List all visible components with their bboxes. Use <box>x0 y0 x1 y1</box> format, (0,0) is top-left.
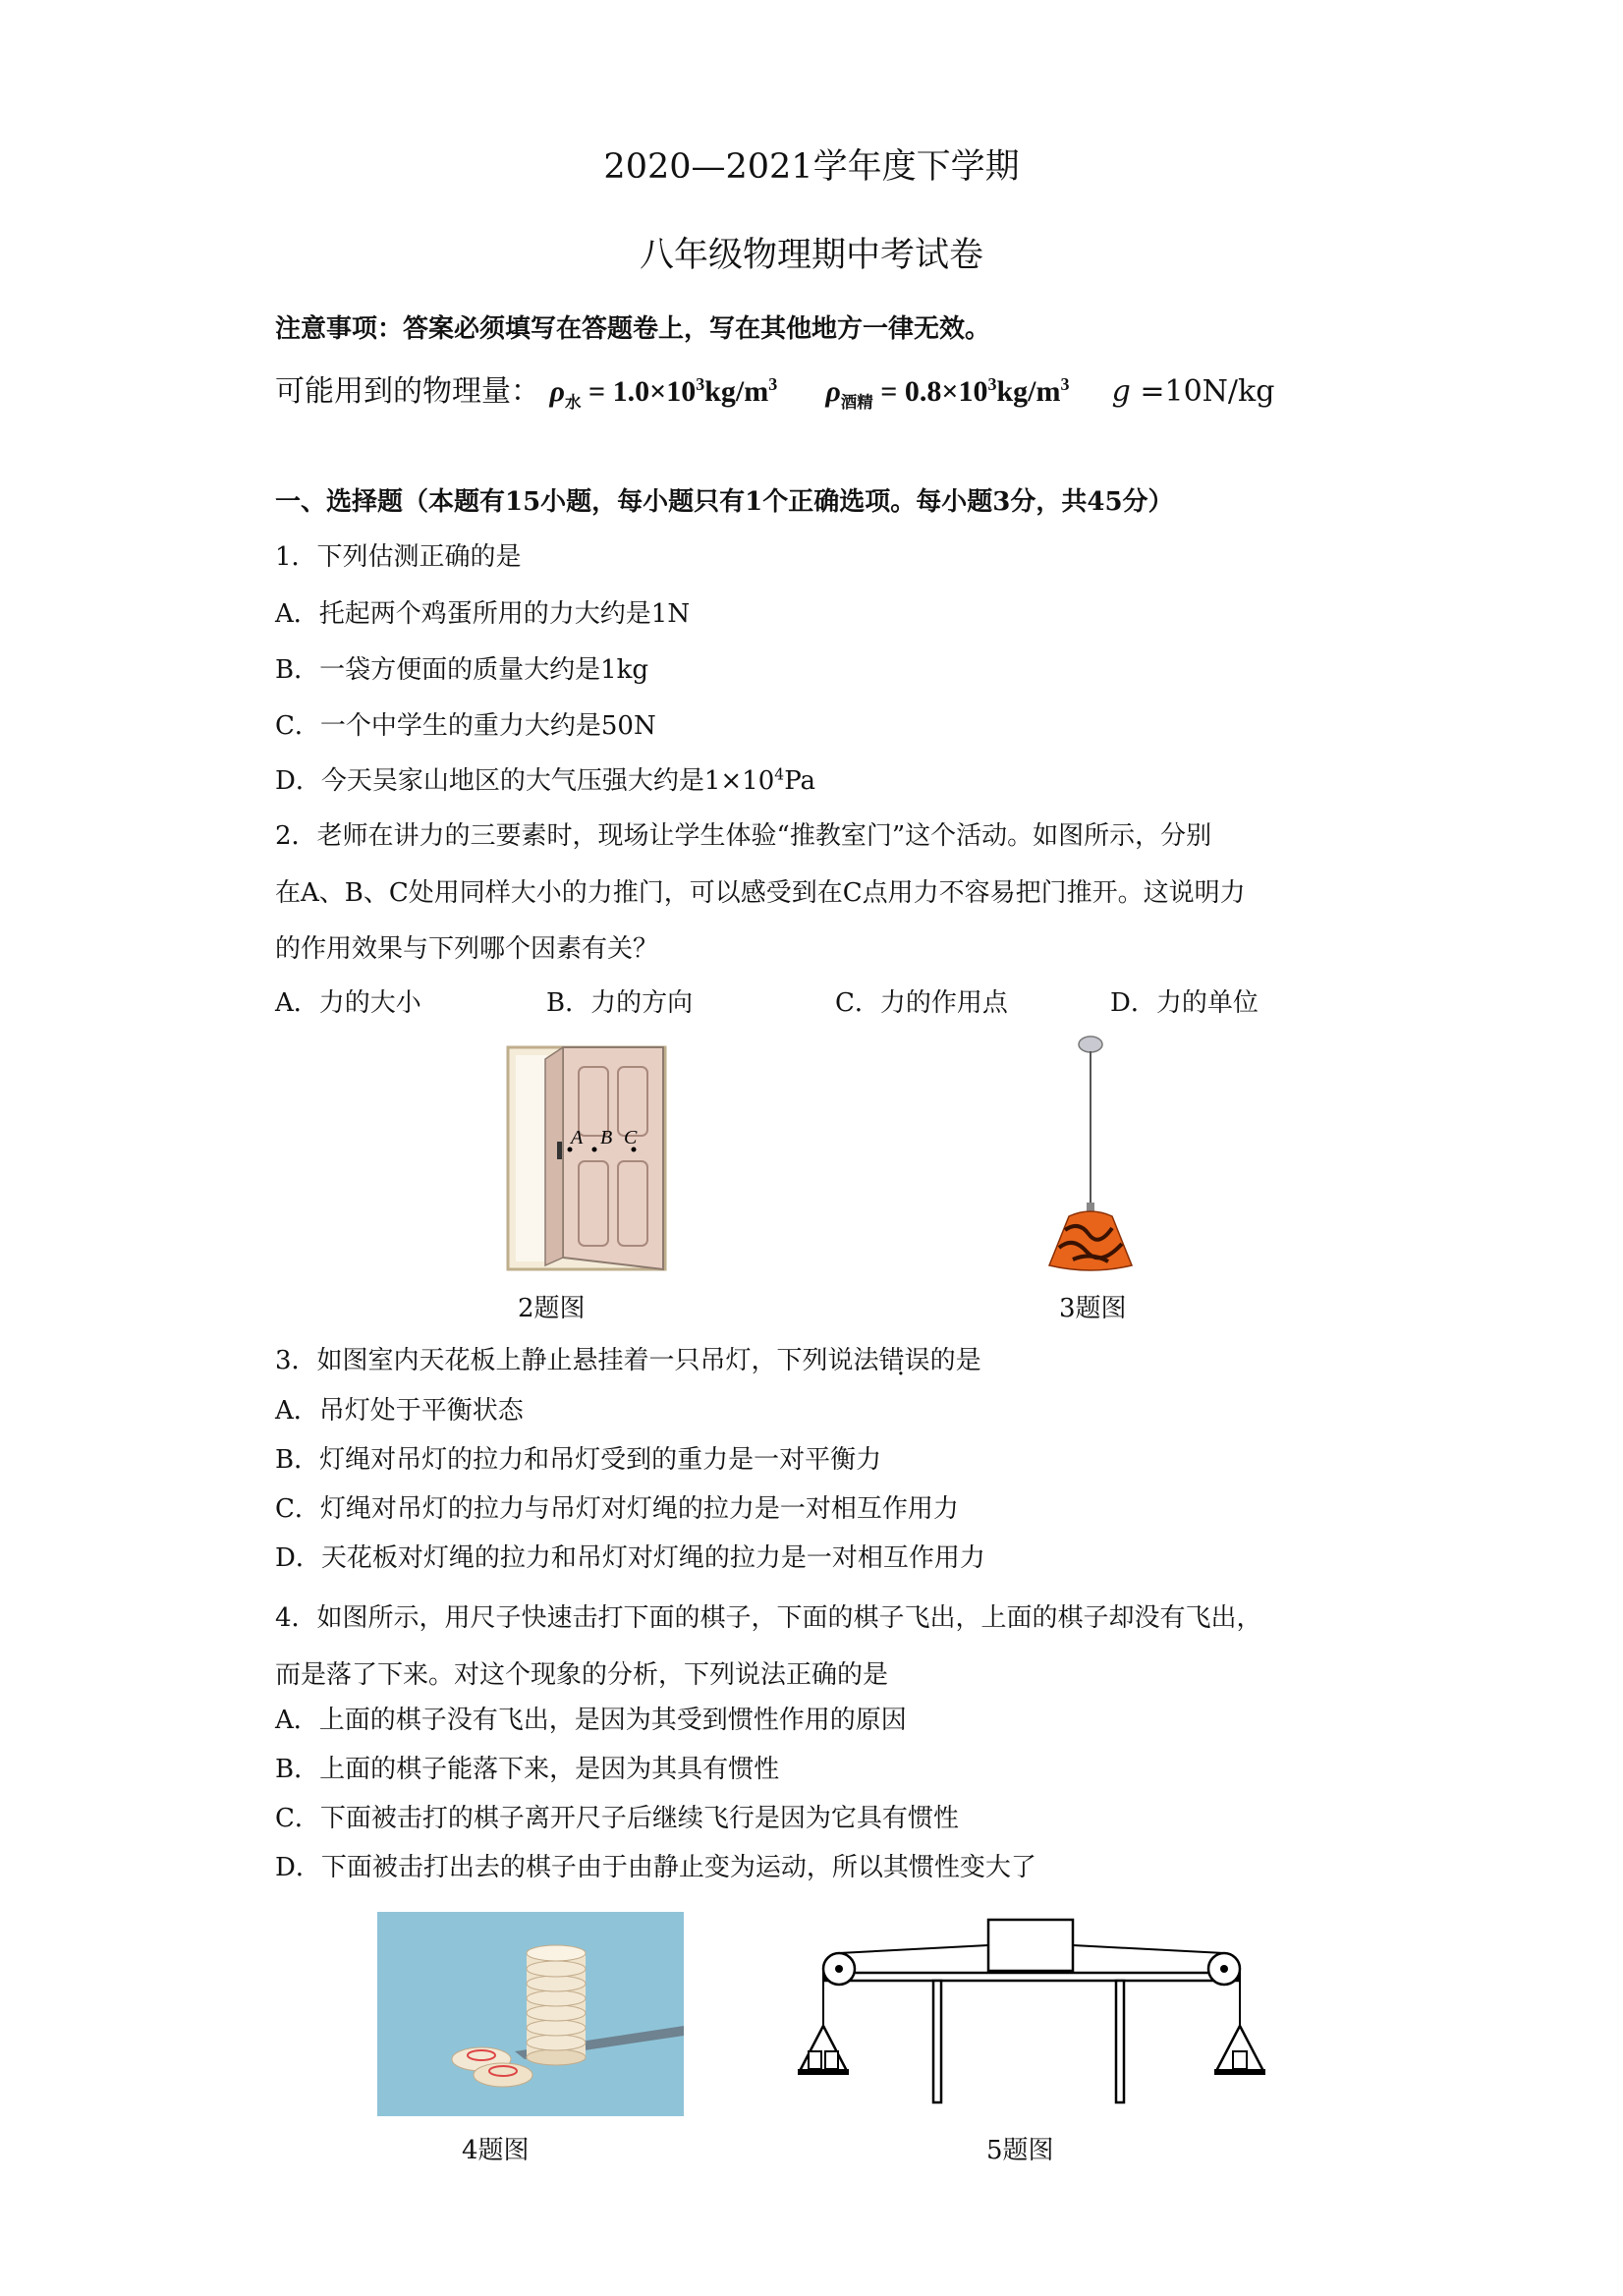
door-figure <box>506 1043 668 1271</box>
door-label-c: C <box>624 1127 638 1148</box>
g-value: =10N/kg <box>1130 374 1275 409</box>
q2-option-a: A．力的大小 <box>275 988 421 1018</box>
q2-stem-line2: 在A、B、C处用同样大小的力推门，可以感受到在C点用力不容易把门推开。这说明力 <box>275 878 1246 908</box>
q1-option-d-exp: 4 <box>774 765 785 784</box>
door-label-a: A <box>571 1127 584 1148</box>
q2-option-b: B．力的方向 <box>546 988 694 1018</box>
pan-left-base <box>798 2069 849 2075</box>
q1-option-b: B．一袋方便面的质量大约是1kg <box>275 655 649 685</box>
q1-option-a: A．托起两个鸡蛋所用的力大约是1N <box>275 599 691 629</box>
stack-piece-4 <box>527 2005 586 2021</box>
rho-water-symbol: ρ <box>549 375 566 408</box>
string-left <box>839 1945 988 1953</box>
string-right <box>1073 1945 1224 1953</box>
physical-constants <box>275 366 1274 410</box>
pulley-table-diagram <box>796 1916 1267 2108</box>
pulley-left-axle <box>835 1965 843 1973</box>
exam-title-line2: 八年级物理期中考试卷 <box>639 236 983 275</box>
table-leg-right <box>1116 1981 1124 2102</box>
table-top <box>825 1973 1238 1981</box>
stack-piece-top <box>527 1945 586 1961</box>
q1-option-d-unit: Pa <box>784 766 816 796</box>
q3-stem-end: 的是 <box>929 1346 981 1375</box>
chess-pieces-photo <box>377 1912 684 2116</box>
door-point-b <box>592 1148 597 1152</box>
q4-stem-line2: 而是落了下来。对这个现象的分析，下列说法正确的是 <box>275 1660 889 1690</box>
exam-title-line1: 2020—2021学年度下学期 <box>603 147 1020 187</box>
lamp-shade <box>1049 1211 1132 1270</box>
stack-piece-7 <box>527 1961 586 1977</box>
block <box>988 1920 1073 1971</box>
q1-stem: 1．下列估测正确的是 <box>275 542 522 572</box>
constants-label: 可能用到的物理量： <box>275 374 540 409</box>
weight-left-1 <box>809 2051 821 2069</box>
q3-stem-text: 3．如图室内天花板上静止悬挂着一只吊灯，下列说法 <box>275 1346 879 1375</box>
lamp-figure <box>1043 1034 1138 1273</box>
q3-stem-emphasis: 错误 <box>878 1346 930 1375</box>
weight-right <box>1233 2051 1247 2069</box>
q1-option-c: C．一个中学生的重力大约是50N <box>275 711 656 741</box>
rho-alcohol-unit-exp: 3 <box>1060 374 1070 394</box>
door-label-b: B <box>600 1127 613 1148</box>
fig4-caption: 4题图 <box>462 2136 530 2165</box>
exam-notice: 注意事项：答案必须填写在答题卷上，写在其他地方一律无效。 <box>275 314 991 344</box>
q1-option-d-text: D．今天吴家山地区的大气压强大约是1×10 <box>275 766 775 796</box>
q2-stem-line3: 的作用效果与下列哪个因素有关？ <box>275 934 659 964</box>
door-gap <box>516 1055 547 1261</box>
pan-left <box>800 2026 847 2071</box>
door-handle <box>557 1142 562 1159</box>
q4-option-b: B．上面的棋子能落下来，是因为其具有惯性 <box>275 1755 780 1784</box>
q4-option-d: D．下面被击打出去的棋子由于由静止变为运动，所以其惯性变大了 <box>275 1853 1036 1882</box>
pulley-right-axle <box>1220 1965 1228 1973</box>
rho-water-sub: 水 <box>565 393 582 412</box>
q3-option-c: C．灯绳对吊灯的拉力与吊灯对灯绳的拉力是一对相互作用力 <box>275 1494 959 1524</box>
table-leg-left <box>933 1981 941 2102</box>
stack-piece-5 <box>527 1990 586 2006</box>
q4-option-a: A．上面的棋子没有飞出，是因为其受到惯性作用的原因 <box>275 1706 907 1735</box>
g-symbol: g <box>1111 374 1131 409</box>
rho-water-unit: kg/m <box>704 375 769 408</box>
stack-piece-bottom <box>527 2049 586 2065</box>
q3-option-a: A．吊灯处于平衡状态 <box>275 1396 524 1426</box>
fig2-caption: 2题图 <box>518 1294 586 1323</box>
rho-water-unit-exp: 3 <box>768 374 778 394</box>
piece-stack <box>527 1945 586 2065</box>
rho-alcohol-unit: kg/m <box>996 375 1061 408</box>
rho-alcohol-exp: 3 <box>987 374 997 394</box>
stack-piece-3 <box>527 2020 586 2036</box>
q3-option-d: D．天花板对灯绳的拉力和吊灯对灯绳的拉力是一对相互作用力 <box>275 1543 985 1573</box>
q2-option-c: C．力的作用点 <box>835 988 1008 1018</box>
q1-option-d <box>275 760 815 797</box>
q3-option-b: B．灯绳对吊灯的拉力和吊灯受到的重力是一对平衡力 <box>275 1445 882 1475</box>
section1-heading: 一、选择题（本题有15小题，每小题只有1个正确选项。每小题3分，共45分） <box>275 487 1174 517</box>
q2-option-d: D．力的单位 <box>1110 988 1259 1018</box>
rho-water-value: = 1.0×10 <box>581 375 697 408</box>
q4-option-c: C．下面被击打的棋子离开尺子后继续飞行是因为它具有惯性 <box>275 1804 959 1833</box>
q3-stem <box>275 1340 981 1376</box>
weight-left-2 <box>825 2051 838 2069</box>
stack-piece-2 <box>527 2035 586 2050</box>
stack-piece-6 <box>527 1976 586 1991</box>
fig5-caption: 5题图 <box>986 2136 1054 2165</box>
rho-alcohol-symbol: ρ <box>825 375 841 408</box>
ceiling-mount <box>1079 1036 1102 1052</box>
fig3-caption: 3题图 <box>1059 1294 1127 1323</box>
q2-stem-line1: 2．老师在讲力的三要素时，现场让学生体验“推教室门”这个活动。如图所示，分别 <box>275 821 1212 851</box>
rho-alcohol-value: = 0.8×10 <box>872 375 988 408</box>
q4-stem-line1: 4．如图所示，用尺子快速击打下面的棋子，下面的棋子飞出，上面的棋子却没有飞出， <box>275 1603 1262 1633</box>
rho-alcohol-sub: 酒精 <box>840 393 873 412</box>
rho-water-exp: 3 <box>696 374 705 394</box>
